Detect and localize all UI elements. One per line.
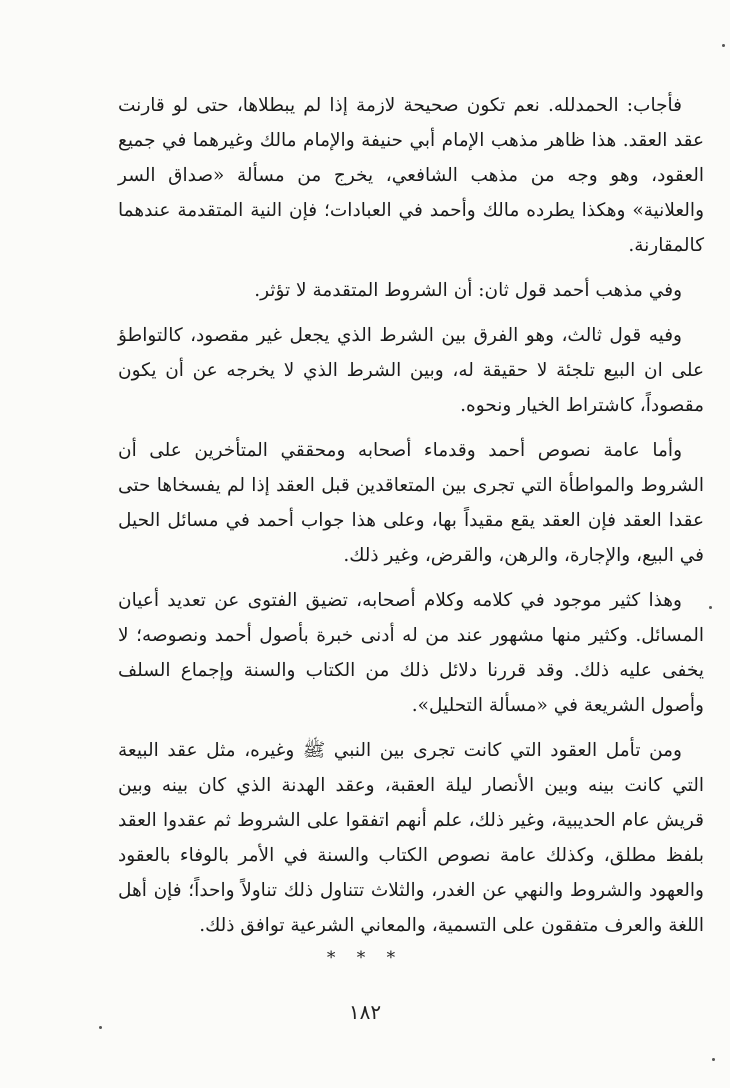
scan-speck: [712, 1058, 715, 1061]
scan-speck: [99, 1026, 102, 1029]
paragraph-1: [118, 88, 704, 263]
paragraph-2: [118, 273, 704, 308]
paragraph-4: [118, 433, 704, 573]
paragraph-4-text: وأما عامة نصوص أحمد وقدماء أصحابه ومحققي المتأخرين على أن الشروط والمواطأة التي تجرى بين المتعاقدين قبل العقد إذا لم يفسخاها حتى عقدا العقد فإن العقد يقع مقيداً بها، وعلى هذا جواب أحمد في مسائل الحيل في البيع، والإجارة، والرهن، والقرض، وغير ذلك.: [118, 440, 704, 566]
paragraph-6-text: ومن تأمل العقود التي كانت تجرى بين النبي ﷺ وغيره، مثل عقد البيعة التي كانت بينه وبين الأنصار ليلة العقبة، وعقد الهدنة الذي كان بينه وبين قريش عام الحديبية، وغير ذلك، علم أنهم اتفقوا على الشروط ثم عقدوا العقد بلفظ مطلق، وكذلك عامة نصوص الكتاب والسنة في الأمر بالوفاء بالعقود والعهود والشروط والنهي عن الغدر، والثلاث تتناول ذلك تناولاً واحداً؛ فإن أهل اللغة والعرف متفقون على التسمية، والمعاني الشرعية توافق ذلك.: [118, 740, 704, 936]
paragraph-2-text: وفي مذهب أحمد قول ثان: أن الشروط المتقدمة لا تؤثر.: [254, 280, 682, 301]
paragraph-1-text: فأجاب: الحمدلله. نعم تكون صحيحة لازمة إذا لم يبطلاها، حتى لو قارنت عقد العقد. هذا ظاهر مذهب الإمام أبي حنيفة والإمام مالك وغيرهما في جميع العقود، وهو وجه من مذهب الشافعي، يخرج من مسألة «صداق السر والعلانية» وهكذا يطرده مالك وأحمد في العبادات؛ فإن النية المتقدمة عندهما كالمقارنة.: [118, 95, 704, 256]
paragraph-5: [118, 583, 704, 723]
scan-speck: [722, 44, 725, 47]
paragraph-3: [118, 318, 704, 423]
page-number: ١٨٢: [348, 1000, 382, 1024]
paragraph-6: [118, 733, 704, 943]
paragraph-3-text: وفيه قول ثالث، وهو الفرق بين الشرط الذي يجعل غير مقصود، كالتواطؤ على ان البيع تلجئة لا حقيقة له، وبين الشرط الذي لا يخرجه عن أن يكون مقصوداً، كاشتراط الخيار ونحوه.: [118, 325, 704, 416]
section-separator: * * *: [326, 948, 404, 968]
scan-speck: [709, 606, 712, 609]
body-text: [118, 88, 704, 953]
paragraph-5-text: وهذا كثير موجود في كلامه وكلام أصحابه، تضيق الفتوى عن تعديد أعيان المسائل. وكثير منها مشهور عند من له أدنى خبرة بأصول أحمد ونصوصه؛ لا يخفى عليه ذلك. وقد قررنا دلائل ذلك من الكتاب والسنة وإجماع السلف وأصول الشريعة في «مسألة التحليل».: [118, 590, 704, 716]
